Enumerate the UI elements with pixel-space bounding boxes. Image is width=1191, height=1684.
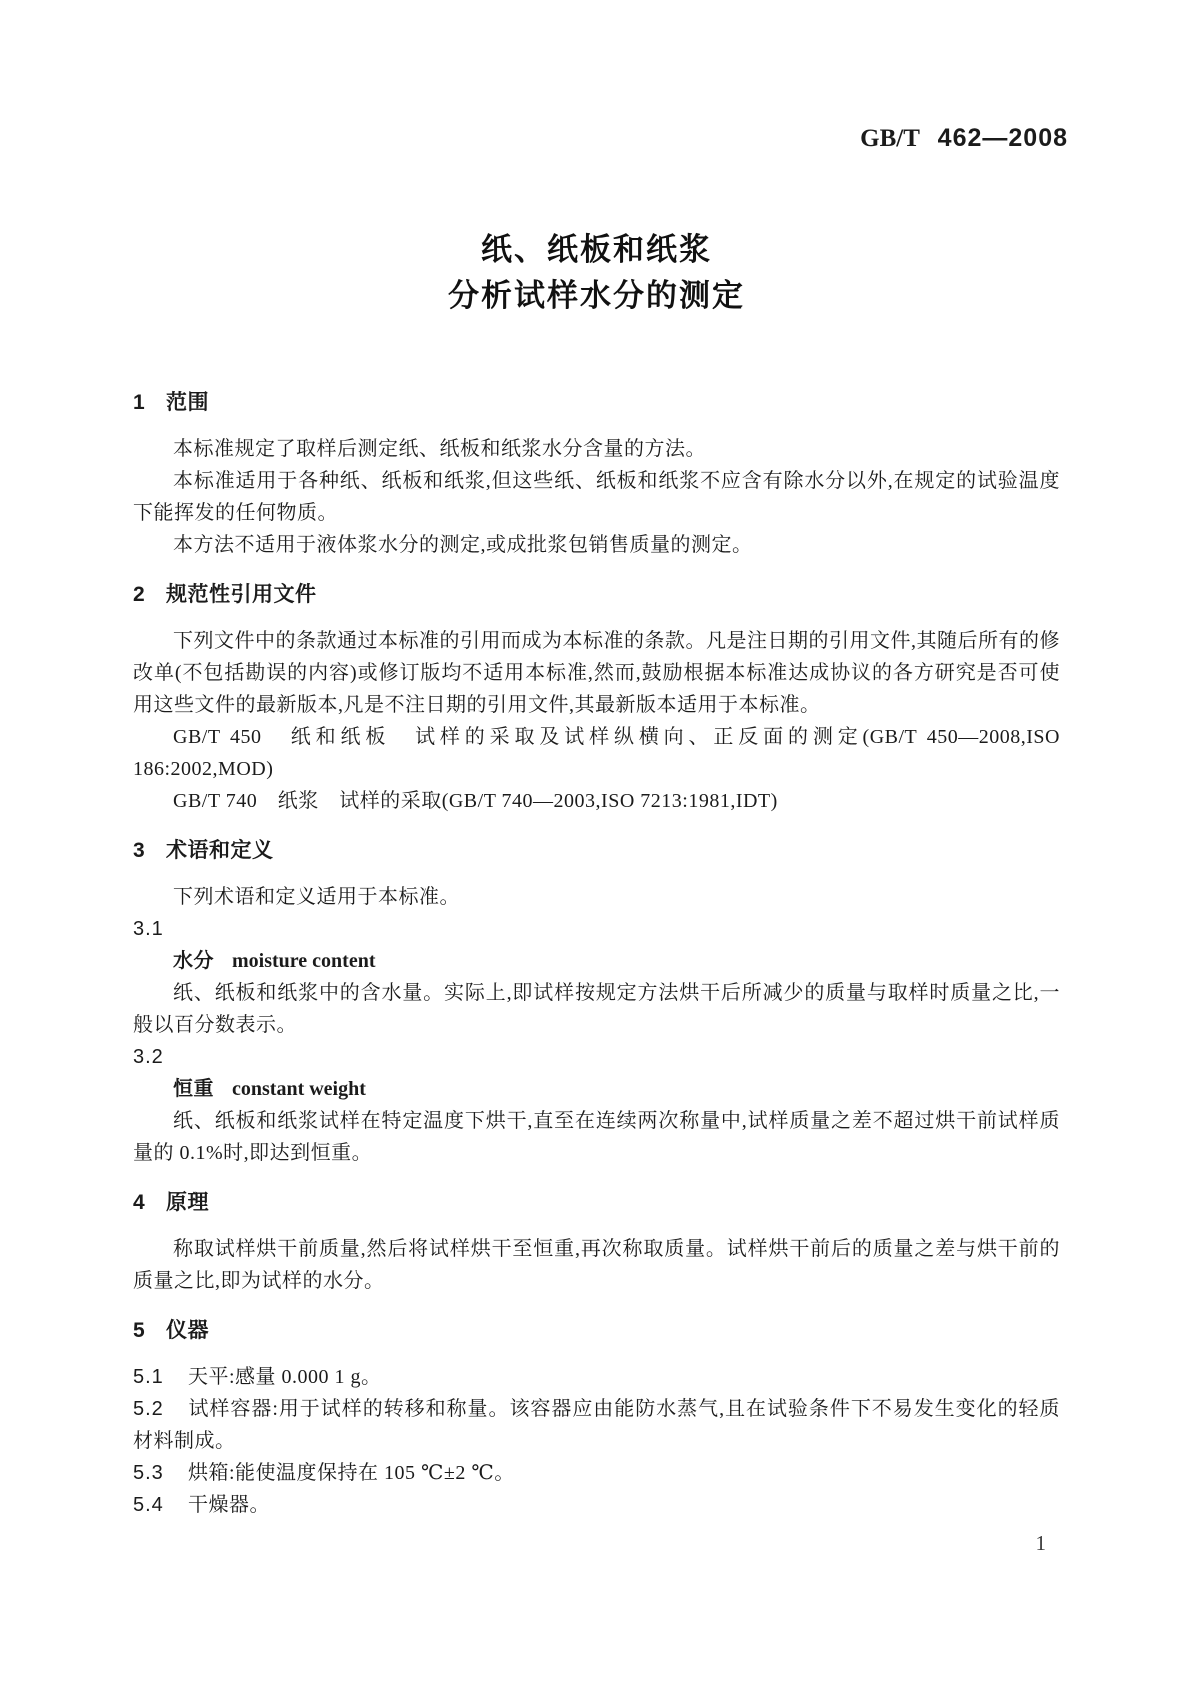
term-chinese: 恒重 [173,1078,214,1100]
term-definition: 纸、纸板和纸浆中的含水量。实际上,即试样按规定方法烘干后所减少的质量与取样时质量之比,一般以百分数表示。 [133,982,1060,1036]
apparatus-item-text: 试样容器:用于试样的转移和称量。该容器应由能防水蒸气,且在试验条件下不易发生变化的轻质材料制成。 [133,1398,1060,1452]
section-number: 1 [133,391,146,414]
section-title: 仪器 [166,1319,209,1342]
section-title: 原理 [166,1191,209,1214]
apparatus-item [133,1489,1060,1521]
section-heading [133,579,1060,611]
section-normative-references [133,579,1060,817]
apparatus-item [133,1393,1060,1457]
paragraph: 本标准适用于各种纸、纸板和纸浆,但这些纸、纸板和纸浆不应含有除水分以外,在规定的试验温度下能挥发的任何物质。 [133,470,1060,524]
clause-number: 3.2 [133,1046,164,1068]
section-heading [133,1187,1060,1219]
document-title [133,227,1060,319]
paragraph: 称取试样烘干前质量,然后将试样烘干至恒重,再次称取质量。试样烘干前后的质量之差与烘干前的质量之比,即为试样的水分。 [133,1238,1060,1292]
section-number: 4 [133,1191,146,1214]
paragraph: 下列术语和定义适用于本标准。 [173,886,460,908]
section-heading [133,387,1060,419]
term-line [133,1073,1060,1105]
paragraph: 下列文件中的条款通过本标准的引用而成为本标准的条款。凡是注日期的引用文件,其随后所有的修改单(不包括勘误的内容)或修订版均不适用本标准,然而,鼓励根据本标准达成协议的各方研究是否可使用这些文件的最新版本,凡是不注日期的引用文件,其最新版本适用于本标准。 [133,630,1060,716]
term-english: moisture content [232,950,376,972]
reference-entry: GB/T 740 纸浆 试样的采取(GB/T 740—2003,ISO 7213:1981,IDT) [173,790,778,812]
paragraph: 本方法不适用于液体浆水分的测定,或成批浆包销售质量的测定。 [173,534,753,556]
apparatus-item-text: 天平:感量 0.000 1 g。 [188,1366,382,1388]
document-title-line-1: 纸、纸板和纸浆 [481,232,712,267]
standard-code-prefix: GB/T [860,125,920,152]
page-number: 1 [1035,1531,1046,1555]
clause-number: 5.1 [133,1366,164,1388]
section-title: 规范性引用文件 [166,583,317,606]
section-number: 2 [133,583,146,606]
term-line [133,945,1060,977]
term-english: constant weight [232,1078,366,1100]
apparatus-item-text: 干燥器。 [188,1494,270,1516]
clause-number: 5.2 [133,1398,164,1420]
apparatus-item [133,1457,1060,1489]
section-scope [133,387,1060,561]
section-number: 3 [133,839,146,862]
term-definition: 纸、纸板和纸浆试样在特定温度下烘干,直至在连续两次称量中,试样质量之差不超过烘干前试样质量的 0.1%时,即达到恒重。 [133,1110,1060,1164]
section-title: 术语和定义 [166,839,274,862]
clause-number: 5.4 [133,1494,164,1516]
reference-entry: GB/T 450 纸和纸板 试样的采取及试样纵横向、正反面的测定(GB/T 450—2008,ISO 186:2002,MOD) [133,726,1060,780]
standard-code-number: 462—2008 [937,124,1068,152]
paragraph: 本标准规定了取样后测定纸、纸板和纸浆水分含量的方法。 [173,438,706,460]
term-chinese: 水分 [173,950,214,972]
section-title: 范围 [166,391,209,414]
section-heading [133,1315,1060,1347]
clause-number: 5.3 [133,1462,164,1484]
section-terms-and-definitions [133,835,1060,1169]
section-principle [133,1187,1060,1297]
apparatus-item [133,1361,1060,1393]
standard-code [133,120,1068,157]
section-number: 5 [133,1319,146,1342]
section-heading [133,835,1060,867]
clause-number: 3.1 [133,918,164,940]
section-apparatus [133,1315,1060,1521]
apparatus-item-text: 烘箱:能使温度保持在 105 ℃±2 ℃。 [188,1462,515,1484]
document-title-line-2: 分析试样水分的测定 [448,278,745,313]
